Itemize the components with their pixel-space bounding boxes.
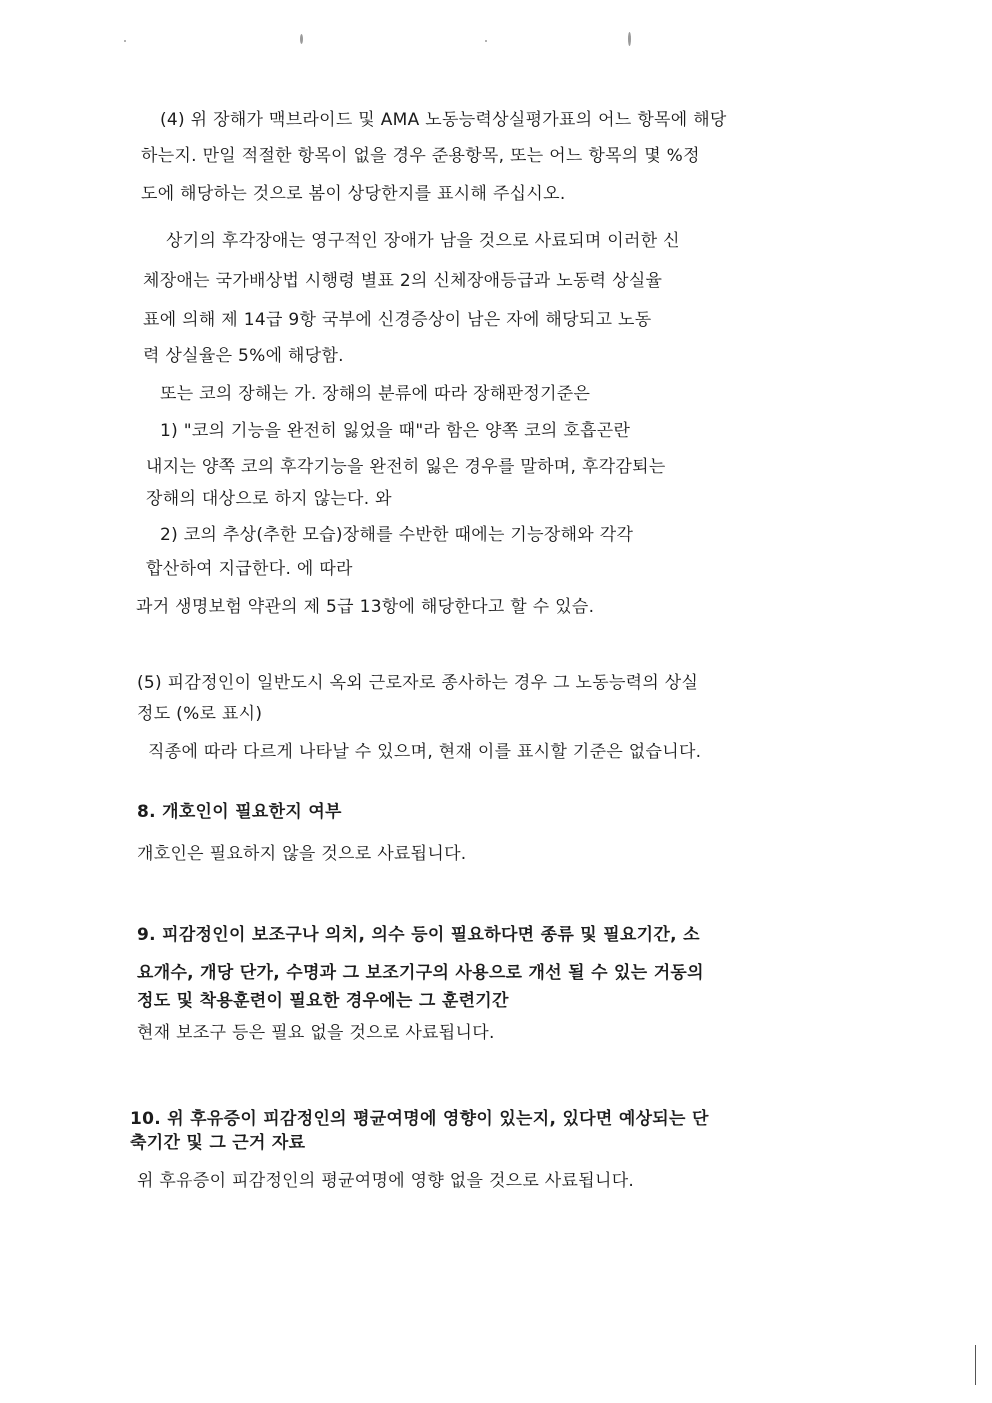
scan-edge-mark [975, 1345, 976, 1385]
section9-heading-line-1: 9. 피감정인이 보조구나 의치, 의수 등이 필요하다면 종류 및 필요기간, 소 [137, 925, 700, 945]
section4-answer-line-2: 체장애는 국가배상법 시행령 별표 2의 신체장애등급과 노동력 상실율 [143, 271, 663, 291]
section4-question-line-2: 하는지. 만일 적절한 항목이 없을 경우 준용항목, 또는 어느 항목의 몇 %정 [141, 146, 700, 166]
nose-criteria-line-3: 내지는 양쪽 코의 후각기능을 완전히 잃은 경우를 말하며, 후각감퇴는 [146, 457, 666, 477]
scan-speck [300, 34, 303, 44]
nose-criteria-line-2: 1) "코의 기능을 완전히 잃었을 때"라 함은 양쪽 코의 호흡곤란 [160, 421, 631, 441]
scan-speck [485, 40, 487, 42]
section9-heading-line-3: 정도 및 착용훈련이 필요한 경우에는 그 훈련기간 [137, 991, 509, 1011]
section10-heading-line-1: 10. 위 후유증이 피감정인의 평균여명에 영향이 있는지, 있다면 예상되는 단 [130, 1109, 709, 1129]
scan-speck [124, 40, 126, 42]
section8-heading: 8. 개호인이 필요한지 여부 [137, 802, 342, 822]
section5-question-line-1: (5) 피감정인이 일반도시 옥외 근로자로 종사하는 경우 그 노동능력의 상실 [137, 673, 699, 693]
section4-answer-line-1: 상기의 후각장애는 영구적인 장애가 남을 것으로 사료되며 이러한 신 [166, 231, 680, 251]
section10-heading-line-2: 축기간 및 그 근거 자료 [130, 1133, 306, 1153]
nose-criteria-line-1: 또는 코의 장해는 가. 장해의 분류에 따라 장해판정기준은 [160, 384, 591, 404]
section9-heading-line-2: 요개수, 개당 단가, 수명과 그 보조기구의 사용으로 개선 될 수 있는 거동의 [137, 963, 704, 983]
section5-answer: 직종에 따라 다르게 나타날 수 있으며, 현재 이를 표시할 기준은 없습니다. [148, 742, 702, 762]
section4-answer-line-3: 표에 의해 제 14급 9항 국부에 신경증상이 남은 자에 해당되고 노동 [143, 310, 652, 330]
section4-question-line-3: 도에 해당하는 것으로 봄이 상당한지를 표시해 주십시오. [141, 184, 566, 204]
section10-answer: 위 후유증이 피감정인의 평균여명에 영향 없을 것으로 사료됩니다. [137, 1171, 635, 1191]
nose-criteria-line-7: 과거 생명보험 약관의 제 5급 13항에 해당한다고 할 수 있슴. [136, 597, 595, 617]
section4-answer-line-4: 력 상실율은 5%에 해당함. [143, 346, 344, 366]
section5-question-line-2: 정도 (%로 표시) [137, 704, 263, 724]
scan-speck [628, 32, 631, 46]
nose-criteria-line-6: 합산하여 지급한다. 에 따라 [146, 559, 353, 579]
section8-answer: 개호인은 필요하지 않을 것으로 사료됩니다. [137, 844, 467, 864]
nose-criteria-line-5: 2) 코의 추상(추한 모습)장해를 수반한 때에는 기능장해와 각각 [160, 525, 634, 545]
section9-answer: 현재 보조구 등은 필요 없을 것으로 사료됩니다. [137, 1023, 495, 1043]
nose-criteria-line-4: 장해의 대상으로 하지 않는다. 와 [146, 489, 392, 509]
section4-question-line-1: (4) 위 장해가 맥브라이드 및 AMA 노동능력상실평가표의 어느 항목에 해당 [160, 110, 727, 130]
